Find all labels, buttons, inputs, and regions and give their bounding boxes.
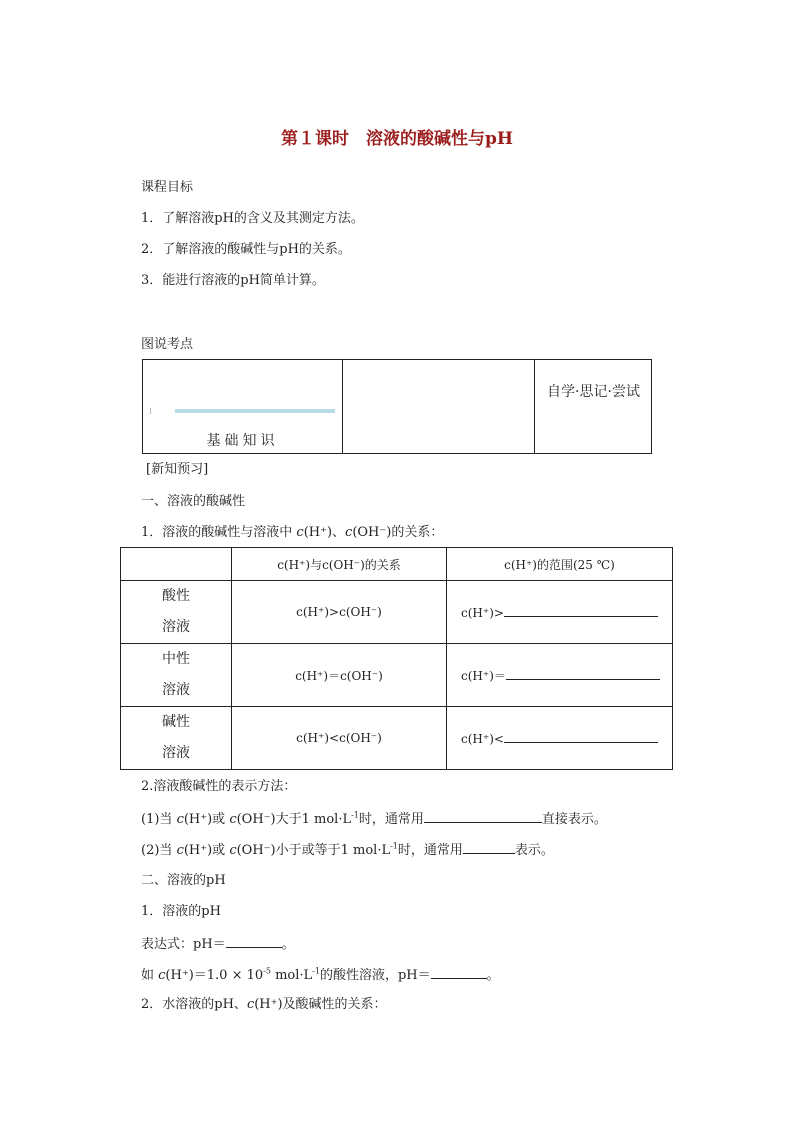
header-cell-relation: c(H⁺)与c(OH⁻)的关系	[232, 548, 447, 581]
self-study-label: 自学·思记·尝试	[547, 384, 640, 400]
acidity-table	[120, 547, 673, 770]
table-row	[121, 644, 673, 707]
box-divider-1	[342, 360, 343, 453]
decorative-tick	[150, 408, 151, 414]
section1-heading: 一、溶液的酸碱性	[141, 494, 246, 509]
header-cell-empty	[121, 548, 232, 581]
range-cell: c(H⁺)＝	[447, 644, 673, 707]
answer-blank[interactable]	[504, 604, 658, 617]
answer-blank[interactable]	[226, 935, 282, 948]
section2-item2: 2．水溶液的pH、c(H⁺)及酸碱性的关系：	[141, 997, 387, 1012]
preview-tag: [新知预习]	[146, 462, 209, 477]
section2-heading: 二、溶液的pH	[141, 873, 226, 888]
relation-cell: c(H⁺)>c(OH⁻)	[232, 581, 447, 644]
table-row	[121, 707, 673, 770]
section1-item2-a: (1)当 c(H⁺)或 c(OH⁻)大于1 $mol\cdot L^{-1}$时，通常用 直接表示。	[141, 810, 607, 827]
decorative-bar	[175, 409, 335, 413]
section2-expression: 表达式：pH＝ 。	[141, 937, 295, 952]
page-title: 第１课时 溶液的酸碱性与pH	[281, 129, 513, 149]
answer-blank[interactable]	[504, 730, 658, 743]
row-label-acidic: 酸性 溶液	[121, 581, 232, 644]
basic-knowledge-label: 基础知识	[206, 433, 279, 449]
header-cell-range: c(H⁺)的范围(25 ℃)	[447, 548, 673, 581]
section2-item1: 1．溶液的pH	[141, 904, 221, 919]
row-label-basic: 碱性 溶液	[121, 707, 232, 770]
goal-item-1: 1．了解溶液pH的含义及其测定方法。	[141, 211, 364, 226]
table-header-row	[121, 548, 673, 581]
goal-item-2: 2．了解溶液的酸碱性与pH的关系。	[141, 242, 351, 257]
range-cell: c(H⁺)<	[447, 707, 673, 770]
answer-blank[interactable]	[463, 841, 515, 854]
section1-item1: 1．溶液的酸碱性与溶液中 c(H⁺)、c(OH⁻)的关系：	[141, 525, 444, 540]
goals-heading: 课程目标	[141, 180, 194, 195]
section1-item2-b: (2)当 c(H⁺)或 c(OH⁻)小于或等于1 $mol\cdot L^{-1}$时，通常用 表示。	[141, 841, 554, 858]
row-label-neutral: 中性 溶液	[121, 644, 232, 707]
key-points-box	[142, 359, 652, 454]
relation-cell: c(H⁺)<c(OH⁻)	[232, 707, 447, 770]
range-cell: c(H⁺)>	[447, 581, 673, 644]
answer-blank[interactable]	[424, 810, 542, 823]
section2-example: 如 $c(H^+)=1.0 \times 10^{-5}$ $mol\cdot L^{-1}$的酸性溶液，pH＝ 。	[141, 966, 500, 983]
key-points-heading: 图说考点	[141, 337, 194, 352]
goal-item-3: 3．能进行溶液的pH简单计算。	[141, 273, 325, 288]
relation-cell: c(H⁺)＝c(OH⁻)	[232, 644, 447, 707]
table-row	[121, 581, 673, 644]
box-divider-2	[534, 360, 535, 453]
answer-blank[interactable]	[431, 966, 487, 979]
answer-blank[interactable]	[506, 667, 660, 680]
section1-item2-heading: 2.溶液酸碱性的表示方法：	[141, 779, 297, 794]
